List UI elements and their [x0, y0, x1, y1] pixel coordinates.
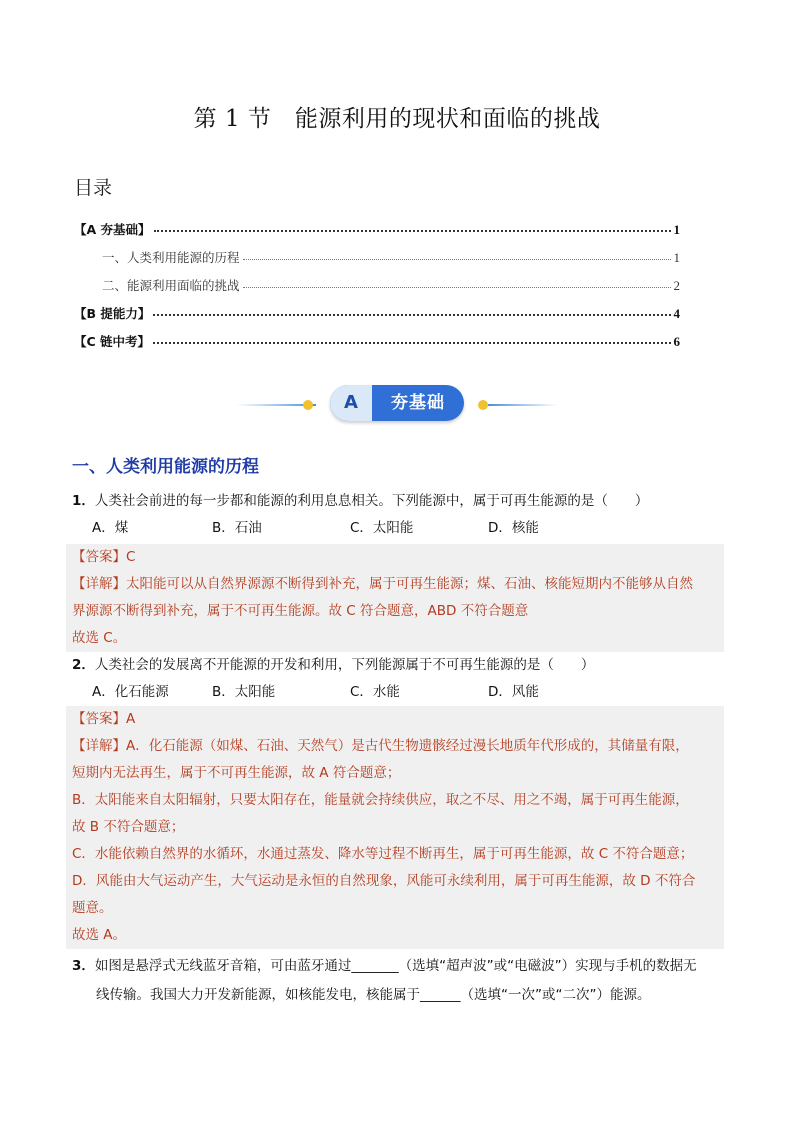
detail-line: D．风能由大气运动产生，大气运动是永恒的自然现象，风能可永续利用，属于可再生能源，故 D 不符合 — [72, 873, 696, 889]
toc-label: 【B 提能力】 — [74, 306, 151, 321]
banner-dot-right — [478, 400, 488, 410]
title-text: 能源利用的现状和面临的挑战 — [294, 106, 601, 132]
section-number: 第 1 节 — [193, 106, 272, 132]
question-1 — [72, 488, 722, 515]
question-stem: 人类社会的发展离不开能源的开发和利用，下列能源属于不可再生能源的是（ ） — [94, 657, 595, 673]
section-banner — [0, 384, 794, 424]
toc-page: 6 — [673, 334, 680, 349]
banner-text: 夯基础 — [391, 393, 445, 413]
answer-value: C — [126, 549, 136, 565]
detail-label: 【详解】 — [72, 738, 126, 754]
toc-page: 2 — [673, 278, 680, 293]
toc-row-c[interactable] — [74, 322, 680, 350]
question-number: 3． — [72, 958, 95, 974]
toc-label: 二、能源利用面临的挑战 — [102, 278, 240, 293]
conclusion: 故选 A。 — [72, 927, 127, 943]
banner-letter: A — [330, 385, 372, 421]
option-b[interactable]: B．石油 — [212, 520, 262, 536]
option-a[interactable]: A．化石能源 — [92, 684, 169, 700]
toc-leader — [153, 313, 670, 316]
detail-label: 【详解】 — [72, 576, 126, 592]
detail-line: 故 B 不符合题意； — [72, 819, 185, 835]
answer-value: A — [126, 711, 136, 727]
answer-block-2 — [66, 706, 724, 949]
option-b[interactable]: B．太阳能 — [212, 684, 276, 700]
option-a[interactable]: A．煤 — [92, 520, 129, 536]
banner-dot-left — [303, 400, 313, 410]
answer-block-1 — [66, 544, 724, 652]
toc-page: 1 — [673, 222, 680, 237]
banner-pill — [330, 385, 464, 421]
detail-line: B．太阳能来自太阳辐射，只要太阳存在，能量就会持续供应，取之不尽、用之不竭，属于可再生能源， — [72, 792, 689, 808]
detail-line: 短期内无法再生，属于不可再生能源，故 A 符合题意； — [72, 765, 401, 781]
toc-label: 一、人类利用能源的历程 — [102, 250, 240, 265]
detail-line: 太阳能可以从自然界源源不断得到补充，属于可再生能源；煤、石油、核能短期内不能够从自然 — [126, 576, 693, 592]
toc-page: 4 — [673, 306, 680, 321]
page-title — [0, 100, 794, 133]
toc-leader — [243, 258, 671, 260]
toc-leader — [243, 286, 671, 288]
question-stem: 人类社会前进的每一步都和能源的利用息息相关。下列能源中，属于可再生能源的是（ ） — [94, 493, 649, 509]
toc-row-a[interactable] — [74, 210, 680, 238]
option-d[interactable]: D．风能 — [488, 684, 539, 700]
question-2 — [72, 652, 722, 679]
question-number: 2． — [72, 657, 95, 673]
toc-row-a1[interactable] — [74, 238, 680, 266]
question-line: 如图是悬浮式无线蓝牙音箱，可由蓝牙通过_______（选填“超声波”或“电磁波”）实现与手机的数据无 — [94, 958, 697, 974]
banner-line-right — [488, 404, 558, 406]
option-d[interactable]: D．核能 — [488, 520, 539, 536]
toc-leader — [153, 341, 670, 344]
detail-line: C．水能依赖自然界的水循环，水通过蒸发、降水等过程不断再生，属于可再生能源，故 C 不符合题意； — [72, 846, 694, 862]
conclusion: 故选 C。 — [72, 630, 127, 646]
toc-heading: 目录 — [74, 177, 113, 199]
question-line: 线传输。我国大力开发新能源，如核能发电，核能属于______（选填“一次”或“二次”）能源。 — [96, 987, 651, 1003]
detail-line: A．化石能源（如煤、石油、天然气）是古代生物遗骸经过漫长地质年代形成的，其储量有限， — [126, 738, 689, 754]
toc-leader — [154, 229, 671, 232]
question-2-options — [92, 679, 539, 706]
answer-label: 【答案】 — [72, 711, 126, 727]
question-1-options — [92, 515, 539, 542]
option-c[interactable]: C．水能 — [350, 684, 400, 700]
toc-page: 1 — [673, 250, 680, 265]
option-c[interactable]: C．太阳能 — [350, 520, 414, 536]
answer-label: 【答案】 — [72, 549, 126, 565]
section-heading: 一、人类利用能源的历程 — [72, 457, 259, 477]
detail-line: 题意。 — [72, 900, 113, 916]
toc-label: 【C 链中考】 — [74, 334, 151, 349]
detail-line: 界源源不断得到补充，属于不可再生能源。故 C 符合题意，ABD 不符合题意 — [72, 603, 529, 619]
toc-label: 【A 夯基础】 — [74, 222, 151, 237]
question-number: 1． — [72, 493, 95, 509]
table-of-contents — [74, 210, 680, 350]
toc-row-b[interactable] — [74, 294, 680, 322]
toc-row-a2[interactable] — [74, 266, 680, 294]
question-3 — [72, 952, 732, 1010]
